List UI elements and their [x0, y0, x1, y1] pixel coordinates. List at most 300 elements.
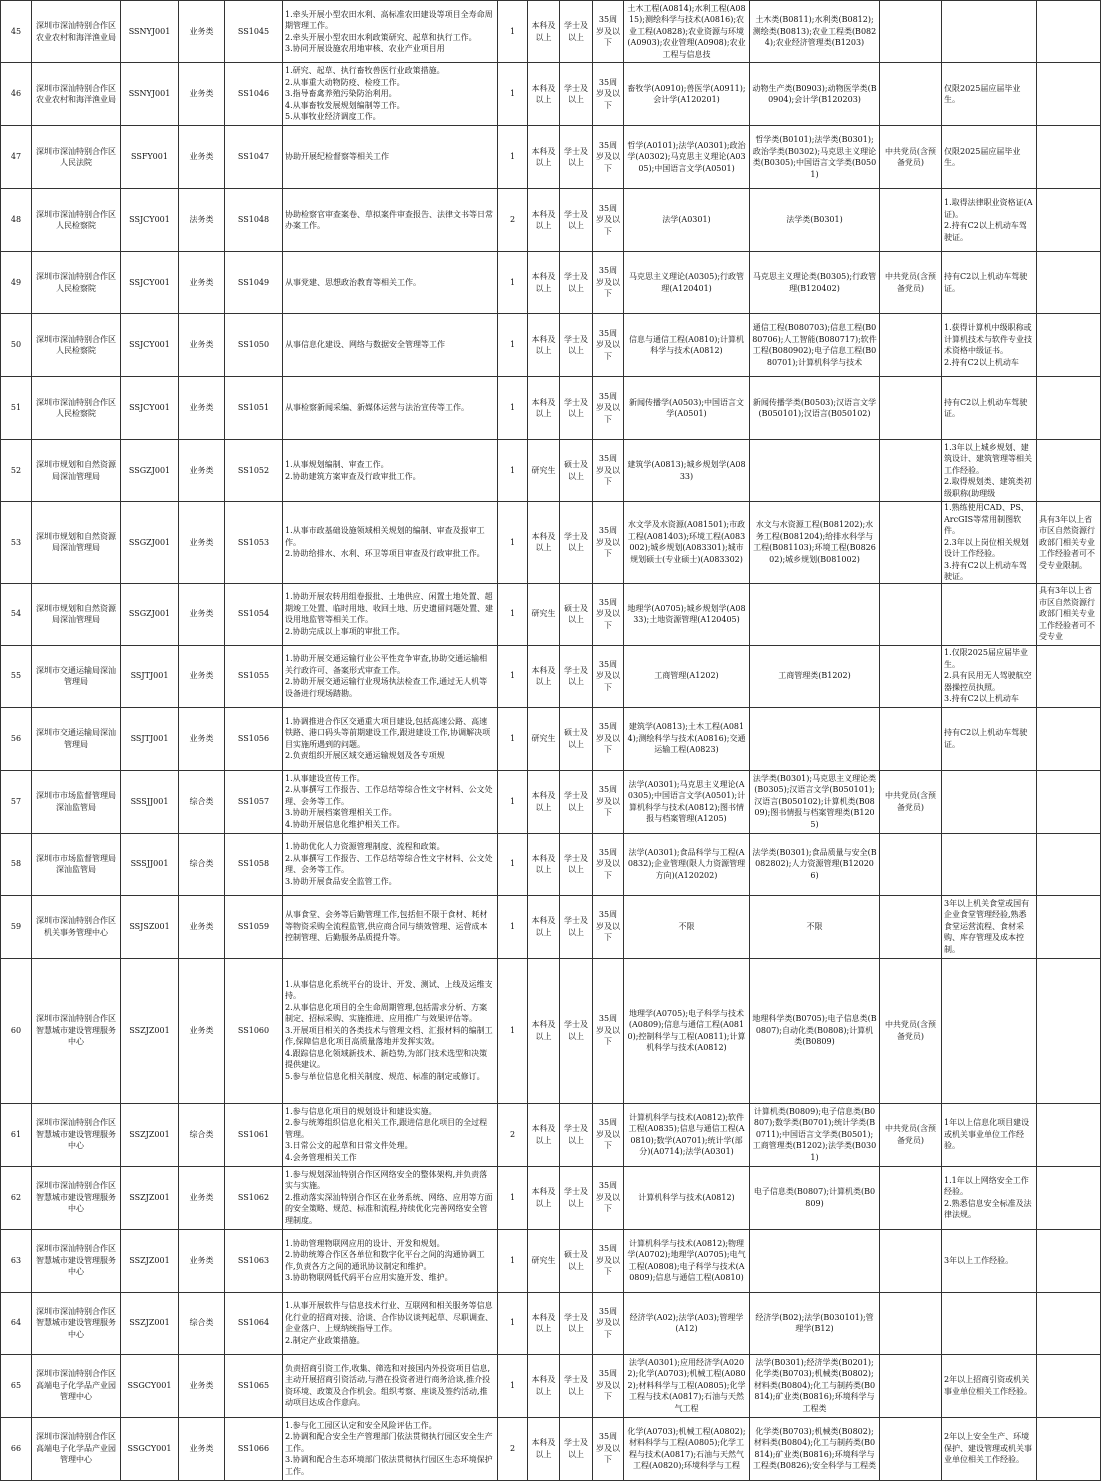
duties-cell: 1.协助优化人力资源管理制度、流程和政策。 2.从事撰写工作报告、工作总结等综合性文字材料、公文处理、会务等工作。 3.协助开展食品安全监管工作。 — [283, 833, 498, 895]
graduate-major-cell: 信息与通信工程(A0810);计算机科学与技术(A0812) — [624, 314, 750, 377]
table-row — [1, 958, 1101, 1103]
employer-cell: 深圳市深汕特别合作区人民检察院 — [32, 252, 121, 314]
unit-code-cell: SSZJZ001 — [121, 1292, 179, 1354]
employer-cell: 深圳市深汕特别合作区农业农村和海洋渔业局 — [32, 63, 121, 126]
category-cell: 业务类 — [179, 583, 225, 645]
political-status-cell: 中共党员(含预备党员) — [880, 252, 942, 314]
graduate-major-cell: 地理学(A0705);电子科学与技术(A0809);信息与通信工程(A0810);控制科学与工程(A0811);计算机科学与技术(A0812) — [624, 958, 750, 1103]
duties-cell: 负责招商引资工作,收集、筛选和对接国内外投资项目信息,主动开展招商引资活动,与潜在投资者进行商务洽谈,推介投资环境、政策及合作机会。组织考察、座谈及签约活动,推动项目达成合作意向。 — [283, 1354, 498, 1417]
undergraduate-major-cell — [750, 440, 880, 502]
table-row — [1, 1354, 1101, 1417]
degree-cell: 学士及以上 — [560, 1417, 593, 1480]
remarks-cell — [1037, 314, 1101, 377]
employer-cell: 深圳市市场监督管理局深汕监管局 — [32, 833, 121, 895]
unit-code-cell: SSJSZ001 — [121, 895, 179, 958]
position-code-cell: SS1046 — [225, 63, 283, 126]
graduate-major-cell: 法学(A0301);应用经济学(A0202);化学(A0703);机械工程(A0802);材料科学与工程(A0805);化学工程与技术(A0817);石油与天然气工程 — [624, 1354, 750, 1417]
employer-cell: 深圳市交通运输局深汕管理局 — [32, 707, 121, 770]
table-row — [1, 1166, 1101, 1229]
employer-cell: 深圳市深汕特别合作区人民法院 — [32, 126, 121, 189]
age-cell: 35周岁及以下 — [593, 583, 624, 645]
education-cell: 研究生 — [528, 583, 560, 645]
duties-cell: 1.牵头开展小型农田水利、高标准农田建设等项目全寿命周期管理工作。 2.牵头开展小型农田水利政策研究、起草和执行工作。 3.协同开展设施农用地审核、农业产业项目用 — [283, 1, 498, 63]
row-number: 45 — [1, 1, 32, 63]
remarks-cell — [1037, 1354, 1101, 1417]
position-code-cell: SS1056 — [225, 707, 283, 770]
education-cell: 本科及以上 — [528, 833, 560, 895]
undergraduate-major-cell — [750, 1229, 880, 1292]
remarks-cell — [1037, 126, 1101, 189]
age-cell: 35周岁及以下 — [593, 833, 624, 895]
undergraduate-major-cell: 工商管理类(B1202) — [750, 645, 880, 707]
headcount-cell: 1 — [498, 1354, 528, 1417]
other-requirements-cell: 1.仅限2025届应届毕业生。 2.具有民用无人驾驶航空器操控员执照。 3.持有C2以上机动车 — [942, 645, 1037, 707]
education-cell: 本科及以上 — [528, 1292, 560, 1354]
unit-code-cell: SSJTJ001 — [121, 707, 179, 770]
other-requirements-cell — [942, 770, 1037, 833]
employer-cell: 深圳市交通运输局深汕管理局 — [32, 645, 121, 707]
position-code-cell: SS1051 — [225, 377, 283, 440]
employer-cell: 深圳市深汕特别合作区智慧城市建设管理服务中心 — [32, 1103, 121, 1166]
other-requirements-cell — [942, 1292, 1037, 1354]
duties-cell: 从事检察新闻采编、新媒体运营与法治宣传等工作。 — [283, 377, 498, 440]
remarks-cell — [1037, 1103, 1101, 1166]
graduate-major-cell: 新闻传播学(A0503);中国语言文学(A0501) — [624, 377, 750, 440]
education-cell: 本科及以上 — [528, 502, 560, 584]
employer-cell: 深圳市规划和自然资源局深汕管理局 — [32, 583, 121, 645]
category-cell: 业务类 — [179, 1166, 225, 1229]
other-requirements-cell: 1.熟练使用CAD、PS、ArcGIS等常用制图软件。 2.3年以上岗位相关规划设计工作经验。 3.持有C2以上机动车驾驶证。 — [942, 502, 1037, 584]
other-requirements-cell: 1.取得法律职业资格证(A证)。 2.持有C2以上机动车驾驶证。 — [942, 189, 1037, 252]
employer-cell: 深圳市深汕特别合作区机关事务管理中心 — [32, 895, 121, 958]
graduate-major-cell: 水文学及水资源(A081501);市政工程(A081403);环境工程(A083002);城乡规划(A083301);城市规划硕士(专业硕士)(A083302) — [624, 502, 750, 584]
duties-cell: 1.从事开展软件与信息技术行业、互联网和相关服务等信息化行业的招商对接、洽谈、合作协议谈判起草、尽职调查、企业落户、上规纳统指导工作。 2.制定产业政策措施。 — [283, 1292, 498, 1354]
graduate-major-cell: 经济学(A02);法学(A03);管理学(A12) — [624, 1292, 750, 1354]
unit-code-cell: SSZJZ001 — [121, 1229, 179, 1292]
graduate-major-cell: 法学(A0301) — [624, 189, 750, 252]
degree-cell: 学士及以上 — [560, 377, 593, 440]
table-row — [1, 1103, 1101, 1166]
degree-cell: 学士及以上 — [560, 1, 593, 63]
undergraduate-major-cell: 马克思主义理论类(B0305);行政管理(B120402) — [750, 252, 880, 314]
graduate-major-cell: 建筑学(A0813);土木工程(A0814);测绘科学与技术(A0816);交通运输工程(A0823) — [624, 707, 750, 770]
duties-cell: 协助开展纪检督察等相关工作 — [283, 126, 498, 189]
education-cell: 本科及以上 — [528, 1166, 560, 1229]
row-number: 61 — [1, 1103, 32, 1166]
unit-code-cell: SSFY001 — [121, 126, 179, 189]
headcount-cell: 1 — [498, 377, 528, 440]
duties-cell: 1.从事市政基础设施领域相关规划的编制、审查及报审工作。 2.协助给排水、水利、环卫等项目审查及行政审批工作。 — [283, 502, 498, 584]
remarks-cell — [1037, 377, 1101, 440]
duties-cell: 协助检察官审查案卷、草拟案件审查报告、法律文书等日常办案工作。 — [283, 189, 498, 252]
undergraduate-major-cell: 通信工程(B080703);信息工程(B080706);人工智能(B080717);软件工程(B080902);电子信息工程(B080701);计算机科学与技术 — [750, 314, 880, 377]
degree-cell: 学士及以上 — [560, 63, 593, 126]
category-cell: 业务类 — [179, 895, 225, 958]
age-cell: 35周岁及以下 — [593, 1103, 624, 1166]
unit-code-cell: SSGZJ001 — [121, 583, 179, 645]
table-row — [1, 377, 1101, 440]
duties-cell: 1.研究、起草、执行畜牧兽医行业政策措施。 2.从事重大动物防疫、检疫工作。 3.指导畜禽养殖污染防治利用。 4.从事畜牧发展规划编制等工作。 5.从事牧业经济调度工作。 — [283, 63, 498, 126]
education-cell: 本科及以上 — [528, 645, 560, 707]
unit-code-cell: SSJTJ001 — [121, 645, 179, 707]
headcount-cell: 2 — [498, 1417, 528, 1480]
graduate-major-cell: 哲学(A0101);法学(A0301);政治学(A0302);马克思主义理论(A0305);中国语言文学(A0501) — [624, 126, 750, 189]
graduate-major-cell: 法学(A0301);马克思主义理论(A0305);中国语言文学(A0501);计算机科学与技术(A0812);图书情报与档案管理(A1205) — [624, 770, 750, 833]
other-requirements-cell — [942, 583, 1037, 645]
other-requirements-cell: 3年以上工作经验。 — [942, 1229, 1037, 1292]
political-status-cell — [880, 833, 942, 895]
graduate-major-cell: 工商管理(A1202) — [624, 645, 750, 707]
remarks-cell — [1037, 1, 1101, 63]
position-code-cell: SS1065 — [225, 1354, 283, 1417]
table-body — [1, 1, 1101, 1481]
position-code-cell: SS1061 — [225, 1103, 283, 1166]
headcount-cell: 1 — [498, 1229, 528, 1292]
employer-cell: 深圳市深汕特别合作区人民检察院 — [32, 314, 121, 377]
unit-code-cell: SSZJZ001 — [121, 1166, 179, 1229]
headcount-cell: 1 — [498, 314, 528, 377]
degree-cell: 学士及以上 — [560, 502, 593, 584]
position-code-cell: SS1058 — [225, 833, 283, 895]
headcount-cell: 2 — [498, 189, 528, 252]
political-status-cell — [880, 895, 942, 958]
other-requirements-cell: 1.1年以上网络安全工作经验。 2.熟悉信息安全标准及法律法规。 — [942, 1166, 1037, 1229]
degree-cell: 学士及以上 — [560, 252, 593, 314]
row-number: 53 — [1, 502, 32, 584]
category-cell: 业务类 — [179, 126, 225, 189]
headcount-cell: 1 — [498, 583, 528, 645]
undergraduate-major-cell — [750, 583, 880, 645]
remarks-cell — [1037, 440, 1101, 502]
education-cell: 本科及以上 — [528, 63, 560, 126]
category-cell: 综合类 — [179, 770, 225, 833]
age-cell: 35周岁及以下 — [593, 314, 624, 377]
row-number: 50 — [1, 314, 32, 377]
undergraduate-major-cell: 水文与水资源工程(B081202);水务工程(B081204);给排水科学与工程(B081103);环境工程(B082602);城乡规划(B081002) — [750, 502, 880, 584]
other-requirements-cell: 3年以上机关食堂或国有企业食堂管理经验,熟悉食堂运营流程、食材采购、库存管理及成本控制。 — [942, 895, 1037, 958]
undergraduate-major-cell: 计算机类(B0809);电子信息类(B0807);数学类(B0701);统计学类(B0711);中国语言文学类(B0501);工商管理类(B1202);法学类(B0301) — [750, 1103, 880, 1166]
unit-code-cell: SSJCY001 — [121, 189, 179, 252]
category-cell: 业务类 — [179, 252, 225, 314]
employer-cell: 深圳市深汕特别合作区智慧城市建设管理服务中心 — [32, 958, 121, 1103]
other-requirements-cell: 1年以上信息化项目建设或机关事业单位工作经验。 — [942, 1103, 1037, 1166]
headcount-cell: 1 — [498, 1292, 528, 1354]
education-cell: 本科及以上 — [528, 770, 560, 833]
category-cell: 综合类 — [179, 1103, 225, 1166]
table-row — [1, 252, 1101, 314]
table-row — [1, 189, 1101, 252]
category-cell: 业务类 — [179, 707, 225, 770]
headcount-cell: 1 — [498, 770, 528, 833]
other-requirements-cell: 持有C2以上机动车驾驶证。 — [942, 707, 1037, 770]
headcount-cell: 1 — [498, 958, 528, 1103]
political-status-cell — [880, 189, 942, 252]
position-code-cell: SS1052 — [225, 440, 283, 502]
table-row — [1, 1229, 1101, 1292]
position-code-cell: SS1066 — [225, 1417, 283, 1480]
remarks-cell — [1037, 645, 1101, 707]
undergraduate-major-cell: 新闻传播学类(B0503);汉语言文学(B050101);汉语言(B050102) — [750, 377, 880, 440]
undergraduate-major-cell: 动物生产类(B0903);动物医学类(B0904);会计学(B120203) — [750, 63, 880, 126]
table-row — [1, 440, 1101, 502]
row-number: 55 — [1, 645, 32, 707]
political-status-cell — [880, 1, 942, 63]
degree-cell: 学士及以上 — [560, 833, 593, 895]
headcount-cell: 1 — [498, 707, 528, 770]
education-cell: 本科及以上 — [528, 314, 560, 377]
age-cell: 35周岁及以下 — [593, 770, 624, 833]
age-cell: 35周岁及以下 — [593, 1, 624, 63]
remarks-cell — [1037, 833, 1101, 895]
table-row — [1, 833, 1101, 895]
degree-cell: 学士及以上 — [560, 1354, 593, 1417]
table-row — [1, 502, 1101, 584]
political-status-cell — [880, 1354, 942, 1417]
unit-code-cell: SSGZJ001 — [121, 440, 179, 502]
graduate-major-cell: 不限 — [624, 895, 750, 958]
row-number: 49 — [1, 252, 32, 314]
headcount-cell: 1 — [498, 645, 528, 707]
position-code-cell: SS1060 — [225, 958, 283, 1103]
headcount-cell: 1 — [498, 440, 528, 502]
position-code-cell: SS1045 — [225, 1, 283, 63]
age-cell: 35周岁及以下 — [593, 440, 624, 502]
age-cell: 35周岁及以下 — [593, 1292, 624, 1354]
other-requirements-cell: 持有C2以上机动车驾驶证。 — [942, 252, 1037, 314]
political-status-cell: 中共党员(含预备党员) — [880, 1103, 942, 1166]
graduate-major-cell: 计算机科学与技术(A0812);物理学(A0702);地理学(A0705);电气工程(A0808);电子科学与技术(A0809);信息与通信工程(A0810) — [624, 1229, 750, 1292]
duties-cell: 1.从事信息化系统平台的设计、开发、测试、上线及运维支持。 2.从事信息化项目的全生命周期管理,包括需求分析、方案制定、招标采购、实施推进、应用推广与效果评估等。 3.开展项目相关的各类技术与管理文档、汇报材料的编制工作,保障信息化项目高质量落地并发挥实效。 4.跟踪信息化领域新技术、新趋势,为部门技术选型和决策提供建议。 5.参与单位信息化相关制度、规范、标准的制定或修订。 — [283, 958, 498, 1103]
graduate-major-cell: 地理学(A0705);城乡规划学(A0833);土地资源管理(A120405) — [624, 583, 750, 645]
row-number: 48 — [1, 189, 32, 252]
remarks-cell — [1037, 1229, 1101, 1292]
position-code-cell: SS1053 — [225, 502, 283, 584]
unit-code-cell: SSGCY001 — [121, 1417, 179, 1480]
headcount-cell: 1 — [498, 126, 528, 189]
age-cell: 35周岁及以下 — [593, 126, 624, 189]
graduate-major-cell: 马克思主义理论(A0305);行政管理(A120401) — [624, 252, 750, 314]
row-number: 54 — [1, 583, 32, 645]
employer-cell: 深圳市深汕特别合作区人民检察院 — [32, 377, 121, 440]
unit-code-cell: SSJCY001 — [121, 314, 179, 377]
remarks-cell — [1037, 1292, 1101, 1354]
degree-cell: 学士及以上 — [560, 895, 593, 958]
other-requirements-cell: 1.获得计算机中级职称或计算机技术与软件专业技术资格中级证书。 2.持有C2以上机动车 — [942, 314, 1037, 377]
age-cell: 35周岁及以下 — [593, 1354, 624, 1417]
age-cell: 35周岁及以下 — [593, 707, 624, 770]
category-cell: 业务类 — [179, 502, 225, 584]
graduate-major-cell: 计算机科学与技术(A0812) — [624, 1166, 750, 1229]
headcount-cell: 1 — [498, 895, 528, 958]
political-status-cell — [880, 1166, 942, 1229]
headcount-cell: 1 — [498, 833, 528, 895]
undergraduate-major-cell: 法学(B0301);经济学类(B0201);化学类(B0703);机械类(B0802);材料类(B0804);化工与制药类(B0814);矿业类(B0816);环境科学与工程类 — [750, 1354, 880, 1417]
degree-cell: 学士及以上 — [560, 770, 593, 833]
headcount-cell: 1 — [498, 63, 528, 126]
duties-cell: 从事食堂、会务等后勤管理工作,包括但不限于食材、耗材等物资采购全流程监管,供应商合同与绩效管理、运营成本控制管理、后勤服务品质提升等。 — [283, 895, 498, 958]
degree-cell: 硕士及以上 — [560, 440, 593, 502]
employer-cell: 深圳市深汕特别合作区高端电子化学品产业园管理中心 — [32, 1354, 121, 1417]
unit-code-cell: SSSJJ001 — [121, 770, 179, 833]
position-code-cell: SS1055 — [225, 645, 283, 707]
table-row — [1, 645, 1101, 707]
unit-code-cell: SSJCY001 — [121, 377, 179, 440]
position-code-cell: SS1063 — [225, 1229, 283, 1292]
political-status-cell — [880, 377, 942, 440]
duties-cell: 1.参与信息化项目的规划设计和建设实施。 2.参与统筹组织信息化相关工作,跟进信息化项目的全过程管理。 3.日常公文的起草和日常文件处理。 4.会务管理相关工作 — [283, 1103, 498, 1166]
degree-cell: 学士及以上 — [560, 645, 593, 707]
row-number: 62 — [1, 1166, 32, 1229]
unit-code-cell: SSSJJ001 — [121, 833, 179, 895]
category-cell: 业务类 — [179, 1, 225, 63]
headcount-cell: 1 — [498, 1, 528, 63]
row-number: 63 — [1, 1229, 32, 1292]
duties-cell: 从事信息化建设、网络与数据安全管理等工作 — [283, 314, 498, 377]
table-row — [1, 895, 1101, 958]
degree-cell: 学士及以上 — [560, 958, 593, 1103]
table-row — [1, 1, 1101, 63]
education-cell: 本科及以上 — [528, 1, 560, 63]
undergraduate-major-cell: 法学类(B0301);食品质量与安全(B082802);人力资源管理(B120206) — [750, 833, 880, 895]
unit-code-cell: SSNYJ001 — [121, 63, 179, 126]
remarks-cell — [1037, 1417, 1101, 1480]
age-cell: 35周岁及以下 — [593, 377, 624, 440]
employer-cell: 深圳市深汕特别合作区农业农村和海洋渔业局 — [32, 1, 121, 63]
duties-cell: 1.参与规划深汕特别合作区网络安全的整体架构,并负责落实与实施。 2.推动落实深汕特别合作区在业务系统、网络、应用等方面的安全策略、规范、标准和流程,持续优化完善网络安全管理制度。 — [283, 1166, 498, 1229]
degree-cell: 学士及以上 — [560, 189, 593, 252]
undergraduate-major-cell — [750, 707, 880, 770]
other-requirements-cell: 1.3年以上城乡规划、建筑设计、建筑管理等相关工作经验。 2.取得规划类、建筑类初级职称(助理级 — [942, 440, 1037, 502]
table-row — [1, 583, 1101, 645]
age-cell: 35周岁及以下 — [593, 1229, 624, 1292]
remarks-cell — [1037, 707, 1101, 770]
political-status-cell — [880, 645, 942, 707]
undergraduate-major-cell: 电子信息类(B0807);计算机类(B0809) — [750, 1166, 880, 1229]
row-number: 56 — [1, 707, 32, 770]
remarks-cell — [1037, 1166, 1101, 1229]
row-number: 59 — [1, 895, 32, 958]
unit-code-cell: SSZJZ001 — [121, 1103, 179, 1166]
category-cell: 业务类 — [179, 314, 225, 377]
age-cell: 35周岁及以下 — [593, 895, 624, 958]
other-requirements-cell: 仅限2025届应届毕业生。 — [942, 63, 1037, 126]
age-cell: 35周岁及以下 — [593, 645, 624, 707]
degree-cell: 硕士及以上 — [560, 583, 593, 645]
other-requirements-cell: 仅限2025届应届毕业生。 — [942, 126, 1037, 189]
duties-cell: 1.从事规划编制、审查工作。 2.协助建筑方案审查及行政审批工作。 — [283, 440, 498, 502]
other-requirements-cell: 2年以上安全生产、环境保护、建设管理或机关事业单位相关工作经验。 — [942, 1417, 1037, 1480]
duties-cell: 从事党建、思想政治教育等相关工作。 — [283, 252, 498, 314]
age-cell: 35周岁及以下 — [593, 1417, 624, 1480]
category-cell: 综合类 — [179, 1292, 225, 1354]
political-status-cell: 中共党员(含预备党员) — [880, 770, 942, 833]
education-cell: 研究生 — [528, 707, 560, 770]
age-cell: 35周岁及以下 — [593, 189, 624, 252]
table-row — [1, 314, 1101, 377]
political-status-cell — [880, 440, 942, 502]
education-cell: 研究生 — [528, 440, 560, 502]
other-requirements-cell — [942, 833, 1037, 895]
category-cell: 业务类 — [179, 645, 225, 707]
degree-cell: 学士及以上 — [560, 1103, 593, 1166]
position-code-cell: SS1050 — [225, 314, 283, 377]
undergraduate-major-cell: 哲学类(B0101);法学类(B0301);政治学类(B0302);马克思主义理论类(B0305);中国语言文学类(B0501) — [750, 126, 880, 189]
position-code-cell: SS1049 — [225, 252, 283, 314]
undergraduate-major-cell: 化学类(B0703);机械类(B0802);材料类(B0804);化工与制药类(B0814);矿业类(B0816);环境科学与工程类(B0826);安全科学与工程类 — [750, 1417, 880, 1480]
row-number: 46 — [1, 63, 32, 126]
degree-cell: 学士及以上 — [560, 1292, 593, 1354]
row-number: 60 — [1, 958, 32, 1103]
table-row — [1, 770, 1101, 833]
undergraduate-major-cell: 法学类(B0301);马克思主义理论类(B0305);汉语言文学(B050101);汉语言(B050102);计算机类(B0809);图书情报与档案管理类(B1205) — [750, 770, 880, 833]
table-row — [1, 707, 1101, 770]
age-cell: 35周岁及以下 — [593, 63, 624, 126]
graduate-major-cell: 土木工程(A0814);水利工程(A0815);测绘科学与技术(A0816);农业工程(A0828);农业资源与环境(A0903);农业管理(A0908);农业工程与信息技 — [624, 1, 750, 63]
employer-cell: 深圳市规划和自然资源局深汕管理局 — [32, 440, 121, 502]
other-requirements-cell — [942, 1, 1037, 63]
other-requirements-cell: 持有C2以上机动车驾驶证。 — [942, 377, 1037, 440]
political-status-cell — [880, 707, 942, 770]
position-code-cell: SS1064 — [225, 1292, 283, 1354]
employer-cell: 深圳市市场监督管理局深汕监管局 — [32, 770, 121, 833]
row-number: 51 — [1, 377, 32, 440]
undergraduate-major-cell: 经济学(B02);法学(B030101);管理学(B12) — [750, 1292, 880, 1354]
unit-code-cell: SSGZJ001 — [121, 502, 179, 584]
education-cell: 本科及以上 — [528, 958, 560, 1103]
category-cell: 法务类 — [179, 189, 225, 252]
category-cell: 业务类 — [179, 958, 225, 1103]
education-cell: 本科及以上 — [528, 895, 560, 958]
position-code-cell: SS1059 — [225, 895, 283, 958]
employer-cell: 深圳市深汕特别合作区智慧城市建设管理服务中心 — [32, 1166, 121, 1229]
undergraduate-major-cell: 地理科学类(B0705);电子信息类(B0807);自动化类(B0808);计算机类(B0809) — [750, 958, 880, 1103]
headcount-cell: 1 — [498, 252, 528, 314]
duties-cell: 1.从事建设宣传工作。 2.从事撰写工作报告、工作总结等综合性文字材料、公文处理、会务等工作。 3.协助开展档案管理相关工作。 4.协助开展信息化维护相关工作。 — [283, 770, 498, 833]
education-cell: 本科及以上 — [528, 189, 560, 252]
age-cell: 35周岁及以下 — [593, 502, 624, 584]
employer-cell: 深圳市深汕特别合作区智慧城市建设管理服务中心 — [32, 1292, 121, 1354]
position-code-cell: SS1047 — [225, 126, 283, 189]
unit-code-cell: SSNYJ001 — [121, 1, 179, 63]
remarks-cell — [1037, 895, 1101, 958]
degree-cell: 学士及以上 — [560, 314, 593, 377]
remarks-cell — [1037, 63, 1101, 126]
row-number: 47 — [1, 126, 32, 189]
graduate-major-cell: 计算机科学与技术(A0812);软件工程(A0835);信息与通信工程(A0810);数学(A0701);统计学(部分)(A0714);法学(A0301) — [624, 1103, 750, 1166]
row-number: 58 — [1, 833, 32, 895]
row-number: 52 — [1, 440, 32, 502]
graduate-major-cell: 畜牧学(A0910);兽医学(A0911);会计学(A120201) — [624, 63, 750, 126]
degree-cell: 硕士及以上 — [560, 1229, 593, 1292]
political-status-cell — [880, 1417, 942, 1480]
education-cell: 本科及以上 — [528, 1354, 560, 1417]
remarks-cell — [1037, 189, 1101, 252]
duties-cell: 1.参与化工园区认定和安全风险评估工作。 2.协调和配合安全生产管理部门依法贯彻执行园区安全生产工作。 3.协调和配合生态环境部门依法贯彻执行园区生态环境保护工作。 — [283, 1417, 498, 1480]
category-cell: 综合类 — [179, 833, 225, 895]
education-cell: 本科及以上 — [528, 252, 560, 314]
table-row — [1, 1417, 1101, 1480]
political-status-cell — [880, 63, 942, 126]
duties-cell: 1.协助管理物联网应用的设计、开发和规划。 2.协助统筹合作区各单位和数字化平台之间的沟通协调工作,负责各方之间的通讯协议制定和维护。 3.协助物联网低代码平台应用实施开发、维护。 — [283, 1229, 498, 1292]
remarks-cell — [1037, 252, 1101, 314]
remarks-cell: 具有3年以上省市区自然资源行政部门相关专业工作经验者可不受专业 — [1037, 583, 1101, 645]
political-status-cell — [880, 314, 942, 377]
duties-cell: 1.协助开展交通运输行业公平性竞争审查,协助交通运输相关行政许可、备案形式审查工作。 2.协助开展交通运输行业现场执法检查工作,通过无人机等设备进行现场踏勘。 — [283, 645, 498, 707]
age-cell: 35周岁及以下 — [593, 958, 624, 1103]
political-status-cell — [880, 1229, 942, 1292]
employer-cell: 深圳市深汕特别合作区智慧城市建设管理服务中心 — [32, 1229, 121, 1292]
position-code-cell: SS1054 — [225, 583, 283, 645]
